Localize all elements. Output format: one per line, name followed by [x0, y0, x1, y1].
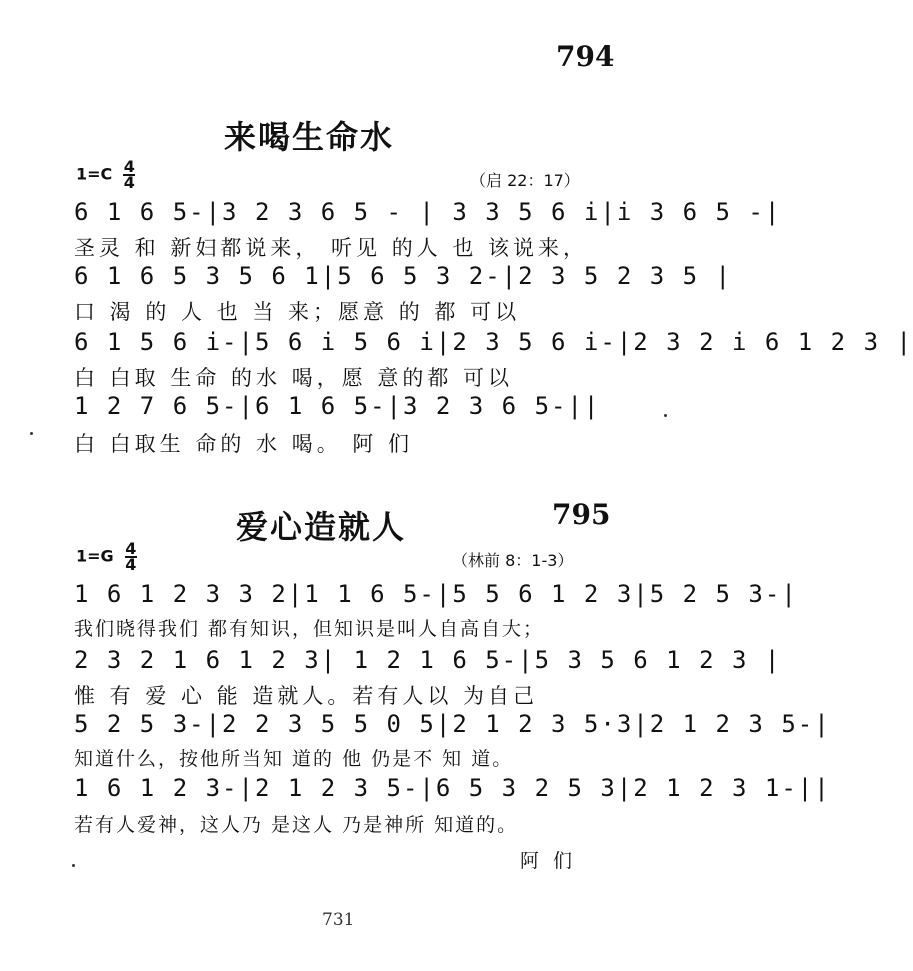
scan-speck — [72, 864, 75, 867]
page-number: 731 — [322, 910, 355, 930]
key-label: 1=C — [76, 164, 113, 184]
scan-speck — [664, 414, 667, 417]
lyric-line: 惟 有 爱 心 能 造就人。若有人以 为自己 — [74, 684, 539, 708]
notation-line: 1 6 1 2 3-|2 1 2 3 5-|6 5 3 2 5 3|2 1 2 3 1-|| — [74, 774, 831, 802]
lyric-line: 若有人爱神，这人乃 是这人 乃是神所 知道的。 — [74, 814, 519, 836]
scripture-reference-794: （启 22：17） — [470, 171, 580, 190]
notation-line: 6 1 5 6 i-|5 6 i 5 6 i|2 3 5 6 i-|2 3 2 i 6 1 2 3 | — [74, 328, 913, 356]
time-numerator: 4 — [123, 157, 135, 176]
key-signature-794 — [76, 157, 135, 192]
lyric-line: 白 白取生 命的 水 喝。 阿 们 — [74, 432, 414, 456]
scan-speck — [30, 432, 33, 435]
scripture-reference-795: （林前 8：1-3） — [452, 551, 574, 570]
time-numerator: 4 — [125, 539, 137, 558]
lyric-line: 我们晓得我们 都有知识，但知识是叫人自高自大； — [74, 618, 545, 640]
song-title-794: 来喝生命水 — [224, 118, 395, 156]
notation-line: 2 3 2 1 6 1 2 3| 1 2 1 6 5-|5 3 5 6 1 2 3 | — [74, 646, 782, 674]
time-signature — [123, 157, 135, 192]
notation-line: 5 2 5 3-|2 2 3 5 5 0 5|2 1 2 3 5·3|2 1 2 3 5-| — [74, 710, 831, 738]
notation-line: 1 2 7 6 5-|6 1 6 5-|3 2 3 6 5-|| — [74, 392, 601, 420]
hymn-number-794: 794 — [556, 40, 615, 73]
hymn-number-795: 795 — [552, 498, 611, 531]
time-signature — [125, 539, 137, 574]
notation-line: 1 6 1 2 3 3 2|1 1 6 5-|5 5 6 1 2 3|5 2 5 3-| — [74, 580, 798, 608]
time-denominator: 4 — [123, 173, 135, 192]
song-title-795: 爱心造就人 — [236, 508, 407, 546]
lyric-line: 知道什么，按他所当知 道的 他 仍是不 知 道。 — [74, 748, 514, 770]
lyric-line: 圣灵 和 新妇都说来， 听见 的人 也 该说来， — [74, 236, 589, 260]
key-signature-795 — [76, 539, 137, 574]
lyric-line: 口 渴 的 人 也 当 来；愿意 的 都 可以 — [74, 300, 521, 324]
notation-line: 6 1 6 5 3 5 6 1|5 6 5 3 2-|2 3 5 2 3 5 | — [74, 262, 732, 290]
lyric-line: 白 白取 生命 的水 喝，愿 意的都 可以 — [74, 366, 514, 390]
amen-ending: 阿 们 — [520, 850, 577, 872]
time-denominator: 4 — [125, 555, 137, 574]
key-label: 1=G — [76, 546, 114, 566]
notation-line: 6 1 6 5-|3 2 3 6 5 - | 3 3 5 6 i|i 3 6 5 -| — [74, 198, 782, 226]
